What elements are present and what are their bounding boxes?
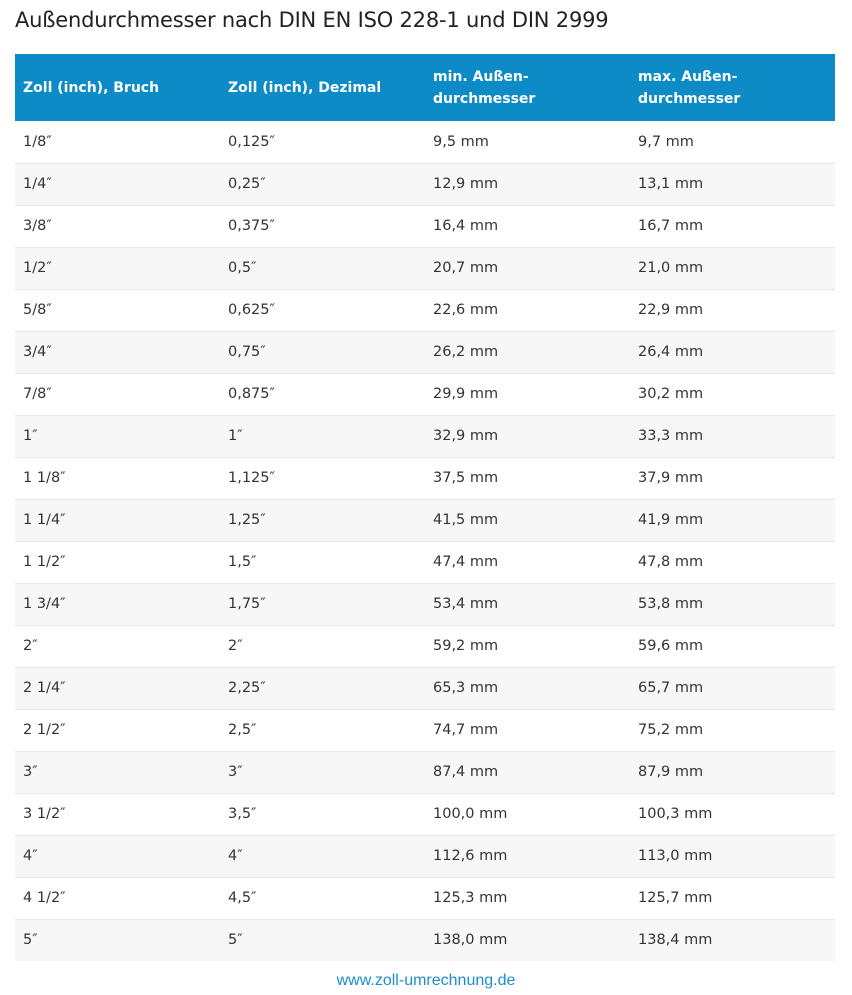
cell-max-diameter: 16,7 mm [638,218,704,234]
cell-min-diameter: 125,3 mm [433,890,508,906]
cell-max-diameter: 65,7 mm [638,680,704,696]
column-header-max-diameter [630,54,835,121]
column-header-label: Zoll (inch), Bruch [23,79,160,96]
cell-decimal: 3″ [228,764,243,780]
cell-min-diameter: 37,5 mm [433,470,499,486]
page-title: Außendurchmesser nach DIN EN ISO 228-1 und DIN 2999 [15,8,609,32]
cell-max-diameter: 125,7 mm [638,890,713,906]
cell-min-diameter: 29,9 mm [433,386,499,402]
cell-decimal: 5″ [228,932,243,949]
diameter-table [15,54,835,961]
cell-fraction: 2 1/2″ [23,722,66,738]
cell-max-diameter: 47,8 mm [638,554,704,570]
table-row [15,919,835,961]
column-header-label: durchmesser [638,90,741,107]
cell-decimal: 0,25″ [228,176,266,192]
table-row [15,541,835,583]
table-header [15,54,835,121]
cell-min-diameter: 112,6 mm [433,848,508,864]
table-row [15,121,835,163]
cell-fraction: 7/8″ [23,386,52,402]
column-header-min-diameter [425,54,630,121]
cell-min-diameter: 9,5 mm [433,133,489,150]
column-header-decimal [220,54,425,121]
table-row [15,793,835,835]
cell-min-diameter: 47,4 mm [433,554,499,570]
cell-decimal: 0,75″ [228,344,266,360]
cell-fraction: 1 3/4″ [23,596,66,612]
cell-fraction: 3/4″ [23,344,52,360]
table-row [15,709,835,751]
table-row [15,625,835,667]
website-link[interactable]: www.zoll-umrechnung.de [336,972,516,989]
cell-fraction: 1″ [23,428,38,444]
cell-max-diameter: 13,1 mm [638,176,704,192]
column-header-label: min. Außen- [433,68,529,85]
header-row [15,54,835,121]
table-container [15,54,835,961]
cell-max-diameter: 21,0 mm [638,260,704,276]
cell-max-diameter: 87,9 mm [638,764,704,780]
table-row [15,163,835,205]
cell-fraction: 3/8″ [23,218,52,234]
table-row [15,205,835,247]
table-row [15,583,835,625]
table-row [15,835,835,877]
cell-max-diameter: 30,2 mm [638,386,704,402]
cell-decimal: 0,5″ [228,260,257,276]
cell-max-diameter: 22,9 mm [638,302,704,318]
cell-max-diameter: 75,2 mm [638,722,704,738]
table-body [15,121,835,961]
table-row [15,289,835,331]
cell-fraction: 3 1/2″ [23,806,66,822]
cell-min-diameter: 74,7 mm [433,722,499,738]
cell-max-diameter: 113,0 mm [638,848,713,864]
cell-min-diameter: 16,4 mm [433,218,499,234]
cell-decimal: 3,5″ [228,806,257,822]
table-row [15,457,835,499]
cell-min-diameter: 138,0 mm [433,932,508,949]
cell-decimal: 2,5″ [228,722,257,738]
cell-max-diameter: 37,9 mm [638,470,704,486]
cell-min-diameter: 87,4 mm [433,764,499,780]
cell-fraction: 5/8″ [23,302,52,318]
cell-min-diameter: 26,2 mm [433,344,499,360]
cell-min-diameter: 59,2 mm [433,638,499,654]
cell-decimal: 1″ [228,428,243,444]
column-header-label: durchmesser [433,90,536,107]
column-header-label: Zoll (inch), Dezimal [228,79,382,96]
cell-decimal: 1,75″ [228,596,266,612]
cell-decimal: 0,375″ [228,218,275,234]
cell-fraction: 4″ [23,848,38,864]
cell-min-diameter: 32,9 mm [433,428,499,444]
cell-fraction: 3″ [23,764,38,780]
cell-decimal: 4,5″ [228,890,257,906]
table-row [15,667,835,709]
cell-decimal: 1,125″ [228,470,275,486]
cell-decimal: 2,25″ [228,680,266,696]
cell-max-diameter: 53,8 mm [638,596,704,612]
cell-max-diameter: 9,7 mm [638,133,694,150]
table-row [15,877,835,919]
table-row [15,373,835,415]
cell-max-diameter: 59,6 mm [638,638,704,654]
cell-decimal: 0,625″ [228,302,275,318]
cell-fraction: 1 1/8″ [23,470,66,486]
cell-decimal: 2″ [228,638,243,654]
cell-min-diameter: 100,0 mm [433,806,508,822]
cell-min-diameter: 22,6 mm [433,302,499,318]
cell-fraction: 5″ [23,932,38,949]
cell-fraction: 1 1/2″ [23,554,66,570]
table-row [15,499,835,541]
cell-min-diameter: 41,5 mm [433,512,499,528]
column-header-fraction [15,54,220,121]
table-row [15,751,835,793]
table-row [15,415,835,457]
cell-fraction: 1/4″ [23,176,52,192]
cell-min-diameter: 12,9 mm [433,176,499,192]
cell-min-diameter: 20,7 mm [433,260,499,276]
cell-max-diameter: 26,4 mm [638,344,704,360]
cell-min-diameter: 53,4 mm [433,596,499,612]
cell-fraction: 1/8″ [23,133,52,150]
table-row [15,247,835,289]
cell-fraction: 2 1/4″ [23,680,66,696]
table-row [15,331,835,373]
cell-decimal: 0,875″ [228,386,275,402]
cell-fraction: 4 1/2″ [23,890,66,906]
cell-decimal: 1,5″ [228,554,257,570]
cell-decimal: 4″ [228,848,243,864]
cell-fraction: 1/2″ [23,260,52,276]
cell-decimal: 0,125″ [228,133,275,150]
cell-decimal: 1,25″ [228,512,266,528]
cell-max-diameter: 33,3 mm [638,428,704,444]
cell-fraction: 2″ [23,638,38,654]
cell-max-diameter: 100,3 mm [638,806,713,822]
cell-fraction: 1 1/4″ [23,512,66,528]
cell-min-diameter: 65,3 mm [433,680,499,696]
column-header-label: max. Außen- [638,68,738,85]
cell-max-diameter: 41,9 mm [638,512,704,528]
cell-max-diameter: 138,4 mm [638,932,713,949]
